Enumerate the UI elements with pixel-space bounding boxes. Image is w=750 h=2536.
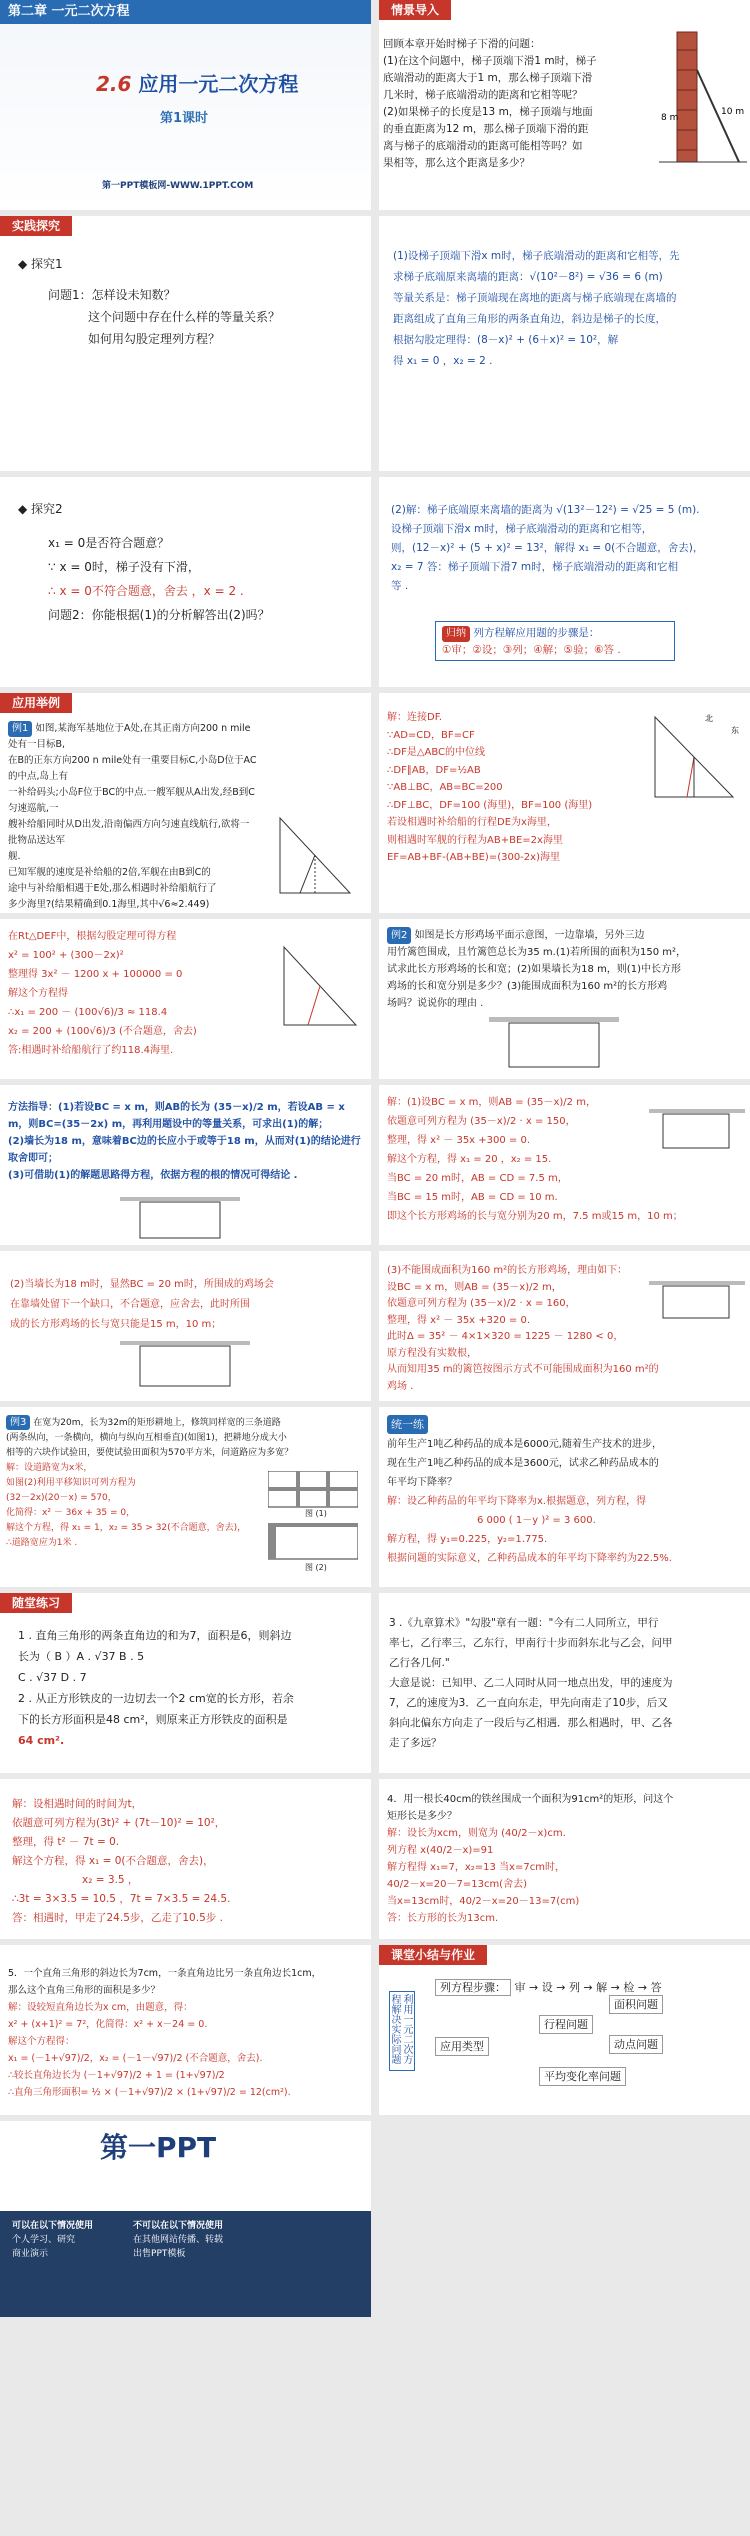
- solution1-lines: (1)设梯子顶端下滑x m时，梯子底端滑动的距离和它相等，先 求梯子底端原来离墙的距离：√(10²－8²) = √36 = 6 (m) 等量关系是：梯子顶端现在离地的距离与梯子底端现在离墙的 距离组成了直角三角形的两条直角边，斜边是梯子的长度， 根据勾股定理得：(8－x)² + (6＋x)² = 10²，解 得 x₁ = 0 ，x₂ = 2 .: [393, 250, 680, 367]
- slide-question5: [0, 1945, 371, 2115]
- question4-lines: 4．用一根长40cm的铁丝围成一个面积为91cm²的矩形，问这个 矩形长是多少？ 解：设长为xcm，则宽为 (40/2－x)cm. 列方程 x(40/2－x)=91 解方程得 x₁=7，x₂=13 当x=7cm时， 40/2－x=20－7=13cm(舍去) 当x=13cm时，40/2－x=20－13=7(cm) 答：长方形的长为13cm.: [387, 1794, 674, 1924]
- slide-footer: [0, 2121, 371, 2317]
- intro-lines: 回顾本章开始时梯子下滑的问题： (1)在这个问题中，梯子顶端下滑1 m时，梯子 底端滑动的距离大于1 m，那么梯子顶端下滑 几米时，梯子底端滑动的距离和它相等呢？ (2)如果梯子的长度是13 m，梯子顶端与地面 的垂直距离为12 m，那么梯子顶端下滑的距 离与梯子的底端滑动的距离可能相等吗？如 果相等，那么这个距离是多少？: [383, 38, 597, 169]
- svg-text:东: 东: [731, 726, 739, 735]
- ex2-figure: [649, 1109, 745, 1153]
- section-header: 情景导入: [379, 0, 451, 20]
- slide-part2: [0, 1251, 371, 1401]
- lesson-number: 2.6: [96, 72, 132, 96]
- section-header: 应用举例: [0, 693, 72, 713]
- chapter-bar: 第二章 一元二次方程: [0, 0, 371, 24]
- inquiry2-lines: x₁ = 0是否符合题意？ ∵ x = 0时，梯子没有下滑， ∴ x = 0不符合题意，舍去 ，x = 2 . 问题2：你能根据(1)的分析解答出(2)吗？: [48, 536, 270, 622]
- slide-inquiry2: [0, 477, 371, 687]
- period-label: 第1课时: [160, 111, 209, 126]
- slide-inquiry1: [0, 216, 371, 471]
- question5-lines: 5．一个直角三角形的斜边长为7cm，一条直角边比另一条直角边长1cm， 那么这个直角三角形的面积是多少？ 解：设较短直角边长为x cm，由题意，得： x² + (x+1)² = 7²，化简得：x² + x－24 = 0. 解这个方程得： x₁ = (－1+√97)/2，x₂ = (－1－√97)/2 (不合题意，舍去). ∴较长直角边长为 (－1+√97)/2 + 1 = (1+√97)/2 ∴直角三角形面积= ½ × (－1+√97)/2 × (1+√97)/2 = 12(cm²).: [8, 1968, 322, 2098]
- solution-q3-lines: 解：设相遇时间的时间为t， 依题意可列方程为(3t)² + (7t－10)² = 10²， 整理，得 t² － 7t = 0. 解这个方程，得 x₁ = 0(不合题意，舍去)， x₂ = 3.5 ， ∴3t = 3×3.5 = 10.5 ，7t = 7×3.5 = 24.5. 答：相遇时，甲走了24.5步，乙走了10.5步 .: [12, 1798, 231, 1924]
- label-10m: 10 m: [721, 107, 745, 117]
- footer-logo: 第一PPT: [100, 2131, 217, 2164]
- ex1b-figure: [276, 943, 364, 1033]
- slide-part3: [379, 1251, 750, 1401]
- slide-solution2: [379, 477, 750, 687]
- label-8m: 8 m: [661, 113, 679, 123]
- method-figure: [120, 1197, 240, 1241]
- inquiry-label: ◆ 探究2: [18, 502, 63, 516]
- steps-row: 列方程步骤： 审 → 设 → 列 → 解 → 检 → 答: [435, 1979, 662, 1996]
- part2-lines: (2)当墙长为18 m时，显然BC = 20 m时，所围成的鸡场会 在靠墙处留下一个缺口，不合题意，应舍去，此时所围 成的长方形鸡场的长与宽只能是15 m，10 m；: [10, 1279, 274, 1330]
- type-rate: 平均变化率问题: [539, 2067, 626, 2086]
- slide-method: [0, 1085, 371, 1245]
- summary-box: 归纳 列方程解应用题的步骤是： ①审；②设；③列；④解；⑤验；⑥答 .: [435, 621, 675, 661]
- inquiry-label: ◆ 探究1: [18, 257, 63, 271]
- footer-info: 可以在以下情况使用 个人学习、研究 商业演示 不可以在以下情况使用 在其他网站传播、转载 出售PPT模板: [0, 2211, 371, 2317]
- unified-text: 统一练 前年生产1吨乙种药品的成本是6000元,随着生产技术的进步， 现在生产1吨乙种药品的成本是3600元，试求乙种药品成本的 年平均下降率？ 解：设乙种药品的年平均下降率为x.根据题意，列方程，得 6 000 ( 1－y )² = 3 600. 解方程，得 y₁=0.225，y₂=1.775. 根据问题的实际意义，乙种药品成本的年平均下降率约为22.5%.: [387, 1415, 672, 1568]
- example3-text: 例3 在宽为20m，长为32m的矩形耕地上，修筑同样宽的三条道路 (两条纵向，一条横向，横向与纵向互相垂直)(如图1)，把耕地分成大小 相等的六块作试验田，要使试验田面积为570平方米，问道路应为多宽？ 解：设道路宽为x米， 如图(2)利用平移知识可列方程为 (32－2x)(20－x) = 570， 化简得：x² － 36x + 35 = 0， 解这个方程，得 x₁ = 1，x₂ = 35 > 32(不合题意，舍去)， ∴道路宽应为1米 .: [6, 1417, 294, 1548]
- solution2-lines: (2)解：梯子底端原来离墙的距离为 √(13²－12²) = √25 = 5 (m). 设梯子顶端下滑x m时，梯子底端滑动的距离和它相等， 则，(12－x)² + (5 + x)² = 13²，解得 x₁ = 0(不合题意，舍去)， x₂ = 7 答：梯子顶端下滑7 m时，梯子底端滑动的距离和它相 等 .: [391, 504, 704, 592]
- slide-question3: [379, 1593, 750, 1773]
- solution-ex1-lines: 解：连接DF. ∵AD=CD，BF=CF ∴DF是△ABC的中位线 ∴DF∥AB，DF=½AB ∵AB⊥BC，AB=BC=200 ∴DF⊥BC，DF=100 (海里)，BF=100 (海里) 若设相遇时补给船的行程DE为x海里， 则相遇时军舰的行程为AB+BE=2x海里 EF=AB+BF-(AB+BE)=(300-2x)海里: [387, 712, 593, 863]
- fig2-label: 图 (2): [305, 1563, 327, 1572]
- title-row: [96, 72, 299, 96]
- summary-left-box: 利用一元二次方程解决实际问题: [389, 1991, 415, 2071]
- type-area: 面积问题: [609, 1995, 663, 2014]
- section-header: 随堂练习: [0, 1593, 72, 1613]
- slide-practice-unified: [379, 1407, 750, 1587]
- practice-lines: 1 . 直角三角形的两条直角边的和为7，面积是6，则斜边 长为（ B ）A . √37 B . 5 C . √37 D . 7 2 . 从正方形铁皮的一边切去一个2 cm宽的长方形，若余 下的长方形面积是48 cm²，则原来正方形铁皮的面积是 64 cm².: [18, 1629, 294, 1747]
- example2-text: 例2 如图是长方形鸡场平面示意图，一边靠墙，另外三边 用竹篱笆围成，且竹篱笆总长为35 m.(1)若所围的面积为150 m²， 试求此长方形鸡场的长和宽；(2)如果墙长为18 m，则(1)中长方形 鸡场的长和宽分别是多少？(3)能围成面积为160 m²的长方形鸡 场吗？说说你的理由 .: [387, 927, 686, 1012]
- solution-ex2-lines: 解：(1)设BC = x m，则AB = (35－x)/2 m， 依题意可列方程为 (35－x)/2 · x = 150， 整理，得 x² － 35x +300 = 0. 解这个方程，得 x₁ = 20 ，x₂ = 15. 当BC = 20 m时，AB = CD = 7.5 m， 当BC = 15 m时，AB = CD = 10 m. 即这个长方形鸡场的长与宽分别为20 m，7.5 m或15 m，10 m；: [387, 1097, 683, 1222]
- slide-summary: [379, 1945, 750, 2115]
- question3-lines: 3 .《九章算术》"勾股"章有一题："今有二人同所立，甲行 率七，乙行率三，乙东行，甲南行十步而斜东北与乙会，问甲 乙行各几何." 大意是说：已知甲、乙二人同时从同一地点出发，甲的速度为 7，乙的速度为3．乙一直向东走，甲先向南走了10步，后又 斜向北偏东方向走了一段后与乙相遇．那么相遇时，甲、乙各 走了多远？: [389, 1617, 673, 1749]
- slide-title: [0, 0, 371, 210]
- fig1-label: 图 (1): [305, 1509, 327, 1518]
- slide-solution-ex1b: [0, 919, 371, 1079]
- slide-practice: [0, 1593, 371, 1773]
- chicken-yard-figure: [489, 1017, 619, 1073]
- slide-solution-ex2: [379, 1085, 750, 1245]
- svg-text:北: 北: [705, 714, 713, 723]
- slide-solution1: [379, 216, 750, 471]
- site-label: 第一PPT模板网-WWW.1PPT.COM: [102, 181, 254, 191]
- slide-solution-q3: [0, 1779, 371, 1939]
- types-box: 应用类型: [435, 2037, 489, 2056]
- type-moving-point: 动点问题: [609, 2035, 663, 2054]
- section-header: 实践探究: [0, 216, 72, 236]
- part2-figure: [120, 1341, 250, 1391]
- part3-lines: (3)不能围成面积为160 m²的长方形鸡场，理由如下： 设BC = x m，则AB = (35－x)/2 m， 依题意可列方程为 (35－x)/2 · x = 160， 整理，得 x² － 35x +320 = 0. 此时Δ = 35² － 4×1×320 = 1225 － 1280 < 0， 原方程没有实数根， 从而知用35 m的篱笆按图示方式不可能围成面积为160 m²的 鸡场 .: [387, 1265, 659, 1392]
- ladder-figure: [659, 30, 747, 180]
- slide-example3: [0, 1407, 371, 1587]
- lesson-title: 应用一元二次方程: [138, 72, 299, 96]
- questions: 问题1：怎样设未知数？ 这个问题中存在什么样的等量关系？ 如何用勾股定理列方程？: [48, 288, 281, 346]
- slide-solution-ex1: [379, 693, 750, 913]
- example1-figure: [270, 813, 360, 903]
- slide-question4: [379, 1779, 750, 1939]
- solution-ex1b-lines: 在Rt△DEF中，根据勾股定理可得方程 x² = 100² + (300－2x)² 整理得 3x² － 1200 x + 100000 = 0 解这个方程得 ∴x₁ = 200 － (100√6)/3 ≈ 118.4 x₂ = 200 + (100√6)/3 (不合题意，舍去) 答:相遇时补给船航行了约118.4海里.: [8, 931, 197, 1056]
- solution-ex1-figure: [647, 711, 743, 809]
- slide-intro: [379, 0, 750, 210]
- method-lines: 方法指导：(1)若设BC = x m，则AB的长为 (35－x)/2 m，若设AB = x m，则BC=(35－2x) m，再利用题设中的等量关系，可求出(1)的解； (2)墙长为18 m，意味着BC边的长应小于或等于18 m，从而对(1)的结论进行取舍即可； (3)可借助(1)的解题思路得方程，依据方程的根的情况可得结论 .: [8, 1102, 361, 1181]
- example1-text: 例1 如图,某海军基地位于A处,在其正南方向200 n mile 处有一目标B, 在B的正东方向200 n mile处有一重要目标C,小岛D位于AC的中点,岛上有 一补给码头;小岛F位于BC的中点.一艘军舰从A出发,经B到C匀速巡航,一 艘补给船同时从D出发,沿南偏西方向匀速直线航行,欲将一批物品送达军 舰. 已知军舰的速度是补给船的2倍,军舰在由B到C的 途中与补给船相遇于E处,那么相遇时补给船航行了 多少海里?(结果精确到0.1海里,其中√6≈2.449): [8, 723, 257, 910]
- slide-example1: [0, 693, 371, 913]
- part3-figure: [649, 1281, 745, 1321]
- type-distance: 行程问题: [539, 2015, 593, 2034]
- section-header: 课堂小结与作业: [379, 1945, 487, 1965]
- slide-example2: [379, 919, 750, 1079]
